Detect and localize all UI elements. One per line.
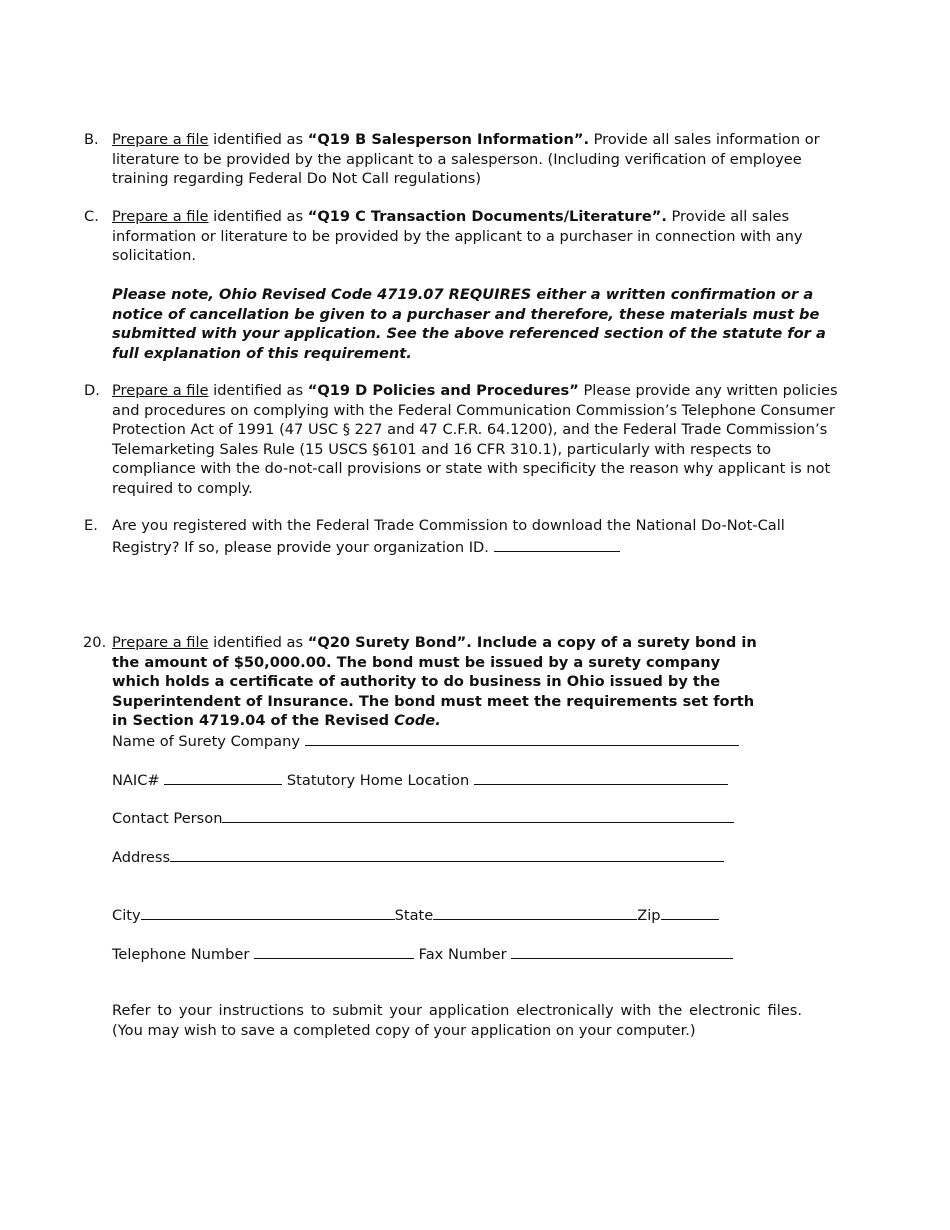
- item-e-text: [112, 516, 842, 557]
- item-d-marker: D.: [84, 382, 100, 399]
- city-field[interactable]: [141, 904, 395, 920]
- item-b-text: [112, 130, 842, 189]
- question-20-code: Code.: [394, 712, 441, 729]
- question-20: [83, 633, 772, 731]
- statutory-home-field[interactable]: [474, 769, 728, 785]
- submission-instructions: Refer to your instructions to submit your application electronically with the electronic files. (You may wish to save a completed copy of your application on your computer.): [112, 1002, 802, 1039]
- item-d-body: Please provide any written policies and procedures on complying with the Federal Communication Commission’s Telephone Consumer Protection Act of 1991 (47 USC § 227 and 47 C.F.R. 64.1200), and the Federal Trade Commission’s Telemarketing Sales Rule (15 USCS §6101 and 16 CFR 310.1), particularly with respects to compliance with the do-not-call provisions or state with specificity the reason why applicant is not required to comply.: [112, 382, 838, 497]
- fax-label: Fax Number: [414, 946, 512, 963]
- item-b-pre: identified as: [208, 131, 308, 148]
- naic-field[interactable]: [164, 769, 282, 785]
- address-label: Address: [112, 849, 171, 866]
- item-c-marker: C.: [84, 208, 99, 225]
- statutory-home-label: Statutory Home Location: [282, 772, 474, 789]
- item-b-link: Prepare a file: [112, 131, 209, 148]
- item-c-pre: identified as: [208, 208, 308, 225]
- organization-id-field[interactable]: [494, 536, 620, 552]
- item-d-text: [112, 381, 842, 498]
- item-d-link: Prepare a file: [112, 382, 209, 399]
- question-20-marker: 20.: [83, 634, 107, 651]
- item-d-pre: identified as: [208, 382, 308, 399]
- item-d: [84, 381, 842, 498]
- naic-label: NAIC#: [112, 772, 165, 789]
- address-field[interactable]: [170, 846, 724, 862]
- question-20-text: [112, 634, 757, 729]
- surety-company-field[interactable]: [305, 730, 739, 746]
- state-label: State: [394, 907, 434, 924]
- question-20-pre: identified as: [208, 634, 308, 651]
- zip-field[interactable]: [661, 904, 719, 920]
- naic-row: [112, 769, 728, 791]
- zip-label: Zip: [637, 907, 661, 924]
- item-e-marker: E.: [84, 517, 98, 534]
- telephone-field[interactable]: [254, 943, 414, 959]
- contact-person-field[interactable]: [222, 807, 734, 823]
- item-c-body: Provide all sales information or literature to be provided by the applicant to a purchaser in connection with any solicitation.: [112, 208, 803, 264]
- item-b-marker: B.: [84, 131, 99, 148]
- item-c-link: Prepare a file: [112, 208, 209, 225]
- contact-person-row: [112, 807, 734, 829]
- contact-person-label: Contact Person: [112, 810, 223, 827]
- question-20-link: Prepare a file: [112, 634, 209, 651]
- telephone-fax-row: [112, 943, 733, 965]
- fax-field[interactable]: [511, 943, 733, 959]
- ohio-code-note: Please note, Ohio Revised Code 4719.07 REQUIRES either a written confirmation or a notice of cancellation be given to a purchaser and therefore, these materials must be submitted with your application. See the above referenced section of the statute for a full explanation of this requirement.: [112, 286, 826, 362]
- city-label: City: [112, 907, 141, 924]
- item-b-file-name: “Q19 B Salesperson Information”.: [307, 131, 589, 148]
- surety-company-row: [112, 730, 739, 752]
- address-row: [112, 846, 724, 868]
- state-field[interactable]: [433, 904, 637, 920]
- item-c-text: [112, 207, 842, 266]
- question-20-bold-text: “Q20 Surety Bond”. Include a copy of a surety bond in the amount of $50,000.00. The bond must be issued by a surety company which holds a certificate of authority to do business in Ohio issued by the Superintendent of Insurance. The bond must meet the requirements set forth in Section 4719.04 of the Revised: [112, 634, 757, 729]
- city-state-zip-row: [112, 904, 719, 926]
- item-e: [84, 516, 842, 557]
- item-e-body: Are you registered with the Federal Trade Commission to download the National Do-Not-Call Registry? If so, please provide your organization ID.: [112, 517, 785, 556]
- item-d-file-name: “Q19 D Policies and Procedures”: [307, 382, 579, 399]
- telephone-label: Telephone Number: [112, 946, 255, 963]
- item-c: [84, 207, 842, 266]
- item-c-file-name: “Q19 C Transaction Documents/Literature”.: [307, 208, 667, 225]
- item-b: [84, 130, 842, 189]
- surety-company-label: Name of Surety Company: [112, 733, 305, 750]
- item-b-body: Provide all sales information or literature to be provided by the applicant to a salesperson. (Including verification of employee training regarding Federal Do Not Call regulations): [112, 131, 820, 187]
